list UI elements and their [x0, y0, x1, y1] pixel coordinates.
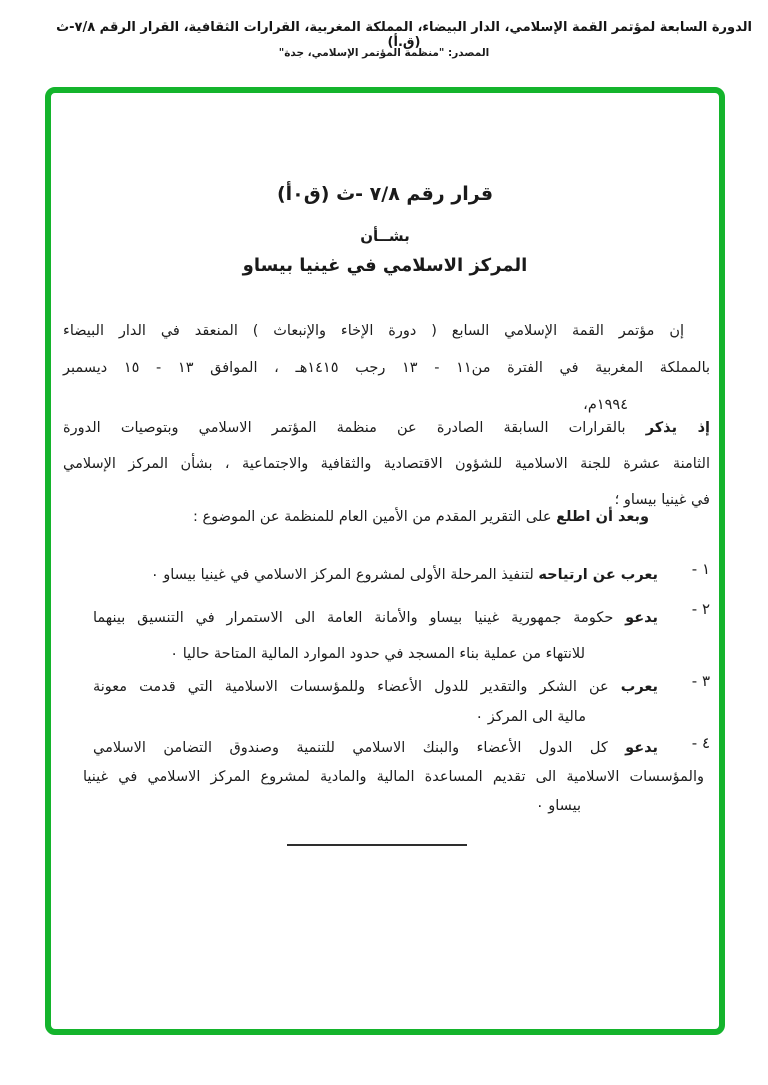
item-number: ٢ - — [691, 600, 710, 618]
resolution-item-1 — [63, 560, 710, 591]
text-line: الثامنة عشرة للجنة الاسلامية للشؤون الاقتصادية والثقافية والاجتماعية ، بشأن المركز الإسلامي — [63, 456, 710, 472]
lead-verb: يعرب — [620, 679, 659, 695]
lead-verb: يدعو — [625, 610, 658, 626]
item-number: ١ - — [691, 560, 710, 578]
resolution-item-3 — [63, 672, 710, 732]
text-line: في غينيا بيساو ؛ — [614, 492, 710, 508]
text-line: بيساو ٠ — [535, 798, 581, 814]
lead-verb: يعرب عن ارتياحه — [538, 567, 658, 583]
text-line — [63, 672, 710, 702]
text-line: والمؤسسات الاسلامية الى تقديم المساعدة المالية والمادية لمشروع المركز الاسلامي في غينيا — [83, 769, 704, 785]
preamble-paragraph-1 — [63, 313, 710, 424]
signature-divider-line — [287, 844, 467, 846]
text-line — [63, 560, 710, 591]
subject-heading: المركز الاسلامي في غينيا بيساو — [242, 255, 528, 276]
line-text: على التقرير المقدم من الأمين العام للمنظمة عن الموضوع : — [193, 509, 552, 525]
text-line — [63, 734, 710, 763]
line-text: لتنفيذ المرحلة الأولى لمشروع المركز الاسلامي في غينيا بيساو ٠ — [150, 567, 534, 583]
resolution-item-2 — [63, 600, 710, 672]
source-line: المصدر: "منظمة المؤتمر الإسلامي، جدة" — [278, 47, 490, 59]
text-line — [63, 502, 710, 532]
line-text: حكومة جمهورية غينيا بيساو والأمانة العامة الى الاستمرار في التنسيق بينهما — [93, 610, 614, 626]
line-text: كل الدول الأعضاء والبنك الاسلامي للتنمية وصندوق التضامن الاسلامي — [93, 740, 608, 756]
lead-verb: إذ يذكر — [645, 420, 711, 436]
text-line: للانتهاء من عملية بناء المسجد في حدود الموارد المالية المتاحة حاليا ٠ — [170, 646, 585, 662]
lead-verb: وبعد أن اطلع — [556, 509, 649, 525]
line-text: عن الشكر والتقدير للدول الأعضاء وللمؤسسات الاسلامية التي قدمت معونة — [93, 679, 609, 695]
lead-verb: يدعو — [625, 740, 658, 756]
subject-word: بشــأن — [360, 227, 410, 245]
text-line: بالمملكة المغربية في الفترة من١١ - ١٣ رجب ١٤١٥هـ ، الموافق ١٣ - ١٥ ديسمبر — [63, 360, 711, 376]
item-number: ٤ - — [691, 734, 710, 752]
text-line: ١٩٩٤م، — [583, 397, 628, 413]
report-review-line — [63, 502, 710, 532]
text-line: مالية الى المركز ٠ — [475, 709, 586, 725]
line-text: بالقرارات السابقة الصادرة عن منظمة المؤتمر الاسلامي وبتوصيات الدورة — [63, 420, 626, 436]
text-line: إن مؤتمر القمة الإسلامي السابع ( دورة الإخاء والإنبعاث ) المنعقد في الدار البيضاء — [63, 323, 684, 339]
text-line — [63, 600, 710, 636]
citation-header-line: الدورة السابعة لمؤتمر القمة الإسلامي، الدار البيضاء، المملكة المغربية، القرارات الثقافية، القرار الرقم ٧/٨-ث (ق.أ) — [56, 20, 752, 50]
item-number: ٣ - — [691, 672, 710, 690]
resolution-item-4 — [63, 734, 710, 821]
decree-number-heading: قرار رقم ٧/٨ -ث (ق٠أ) — [276, 183, 494, 205]
text-line — [63, 410, 710, 446]
